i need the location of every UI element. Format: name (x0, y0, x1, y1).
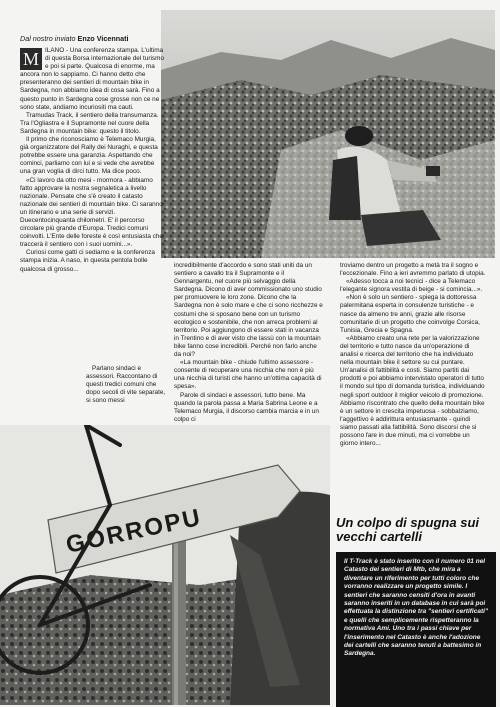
paragraph: Parole di sindaci e assessori, tutto bene. Ma quando la parola passa a Maria Sabrina Leone e a Telemaco Murgia, il discorso cambia marcia e in un colpo ci (174, 391, 319, 423)
sign-text: GORROPU (63, 503, 205, 559)
paragraph: «Abbiamo creato una rete per la valorizzazione del territorio e tutto nasce da un'operazione di analisi e ricerca del territorio che ha individuato nella mountain bike il settore su cui puntare. Un'analisi di fattibilità e costi. Siamo partiti dai prodotti e poi abbiamo intervistato operatori di tutto il mondo sul tipo di domanda turistica, individuando negli sport outdoor il miglior veicolo di promozione. Abbiamo riscontrato che quello della mountain bike è un settore in crescita impetuosa - sobbalziamo, l'aggettivo è addirittura entusiasmante - quindi siamo passati alla fattibilità. Sono discorsi che si possono fare in due minuti, ma ci vorrebbe un giorno intero... (340, 334, 485, 448)
byline-prefix: Dal nostro inviato (20, 34, 76, 43)
drop-cap: M (20, 48, 42, 70)
paragraph: «Ci lavoro da otto mesi - mormora - abbiamo fatto approvare la nostra segnaletica a livello nazionale. Pensate che s'è creato il catasto nazionale dei sentieri di mountain bike. Ci saranno un itinerario e una serie di servizi. Duecentocinquanta chilometri. E' il percorso circolare più grande d'Europa. Tredici comuni coinvolti. L'Ente delle foreste è così entusiasta che traccerà il sentiero con i suoi uomini...». (20, 176, 163, 249)
photo-cyclist (161, 10, 495, 258)
paragraph: troviamo dentro un progetto a metà tra il sogno e l'eccezionale. Fino a ieri avremmo parlato di utopia. (340, 262, 486, 278)
paragraph: Curiosi come gatti ci sediamo e la conferenza stampa inizia. A naso, in questa pentola bolle qualcosa di grosso... (20, 249, 155, 273)
paragraph: Parlano sindaci e assessori. Raccontano di questi tredici comuni che dopo secoli di vite separate, si sono messi (86, 365, 166, 405)
sidebar-body: Il T-Track è stato inserito con il numero 01 nel Catasto dei sentieri di Mtb, che mira a diventare un riferimento per tutti coloro che vorranno realizzare un progetto simile. I sentieri che saranno censiti d'ora in avanti saranno inseriti in un database in cui sarà poi effettuata la distinzione tra "sentieri certificati" e quelli che semplicemente rispetteranno la normativa Ami. Uno tra i passi chiave per l'inserimento nel Catasto è anche l'adozione dei cartelli che saranno tenuti a battesimo in Sardegna. (336, 552, 496, 707)
byline-author: Enzo Vicennati (77, 34, 129, 43)
paragraph: «Adesso tocca a noi tecnici - dice a Telemaco l'elegante signora vestita di beige - si comincia...». (340, 278, 483, 294)
paragraph: ILANO - Una conferenza stampa. L'ultima di questa Borsa internazionale del turismo e poi si parte. Qualcosa di enorme, ma ancora non lo sappiamo. Ci hanno detto che presenteranno dei sentieri di mountain bike in Sardegna, non abbiamo idea di cosa sarà. Fino a questo punto in Sardegna cose grosse non ce ne sono state, andiamo incuriositi ma cauti. (20, 47, 165, 111)
article-column-1 (20, 47, 166, 274)
byline (20, 34, 129, 43)
paragraph: incredibilmente d'accordo e sono stati uniti da un sentiero a cavallo tra il Supramonte e il Gennargentu, nel cuore più selvaggio della Sardegna. Dicono di aver commissionato uno studio per promuovere le loro zone. Dicono che la Sardegna non è solo mare e che ci sono ricchezze e costumi che si sposano bene con un turismo ecologico e sostenibile, che non arreca problemi al territorio. Poi aggiungono di essere stati in vacanza in Trentino e di aver visto che lassù con la mountain bike fanno cose incredibili. Perché non farlo anche da noi? (174, 262, 323, 359)
article-column-2 (174, 262, 324, 424)
paragraph: «Non è solo un sentiero - spiega la dottoressa palermitana esperta in consulenze turistiche - e nasce da almeno tre anni, grazie alle risorse comunitarie di un progetto che coinvolge Corsica, Tunisia, Grecia e Spagna. (340, 294, 480, 334)
paragraph: «La mountain bike - chiude l'ultimo assessore - consente di recuperare una nicchia che non è più una nicchia di turisti che hanno un'ottima capacità di spesa». (174, 359, 322, 391)
paragraph: Tramudas Track, il sentiero della transumanza. Tra l'Ogliastra e il Supramonte nel cuore della Sardegna in mountain bike: questo il titolo. (20, 111, 159, 135)
sidebar-title: Un colpo di spugna sui vecchi cartelli (336, 515, 479, 544)
sidebar-box (336, 516, 496, 707)
photo-signpost-bike (0, 425, 330, 705)
article-column-3 (340, 262, 488, 448)
paragraph: Il primo che riconosciamo è Telemaco Murgia, già organizzatore del Rally dei Nuraghi, e questa potrebbe essere una garanzia. Aspettando che cominci, parliamo con lui e si vede che avrebbe una gran voglia di dirci tutto. Ma dice poco. (20, 136, 158, 176)
article-column-1-continued (86, 365, 166, 405)
